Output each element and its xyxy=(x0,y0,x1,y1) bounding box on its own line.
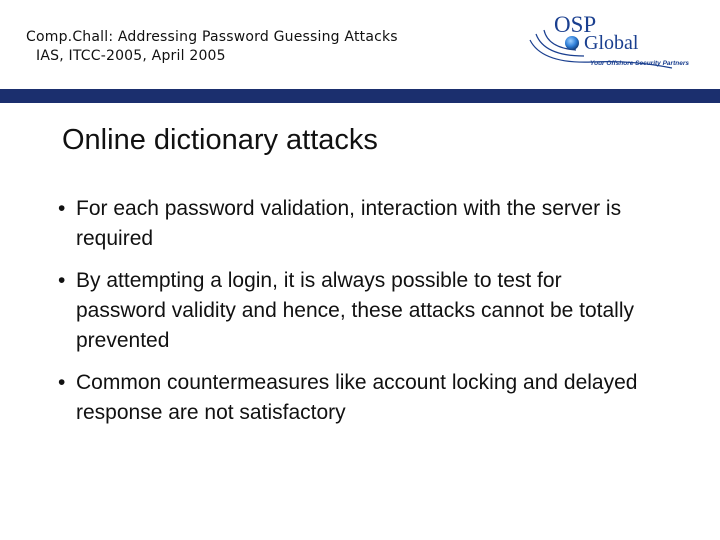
bullet-text: By attempting a login, it is always possible to test for password validity and hence, these attacks cannot be totally prevented xyxy=(76,269,634,352)
bullet-item xyxy=(58,266,638,356)
logo-tagline: Your Offshore Security Partners xyxy=(590,60,689,67)
bullet-marker: • xyxy=(58,269,66,292)
header-line-1: Comp.Chall: Addressing Password Guessing Attacks xyxy=(26,29,398,45)
bullet-item xyxy=(58,194,638,254)
bullet-list xyxy=(58,194,638,440)
bullet-marker: • xyxy=(58,371,66,394)
header-line-2: IAS, ITCC-2005, April 2005 xyxy=(36,48,226,64)
header-accent-bar xyxy=(0,89,720,103)
bullet-text: For each password validation, interaction with the server is required xyxy=(76,197,622,250)
presentation-header xyxy=(26,28,398,66)
bullet-item xyxy=(58,368,638,428)
bullet-text: Common countermeasures like account locking and delayed response are not satisfactory xyxy=(76,371,638,424)
osp-global-logo xyxy=(522,10,689,80)
logo-name-bottom: Global xyxy=(584,32,639,54)
bullet-marker: • xyxy=(58,197,66,220)
slide-title: Online dictionary attacks xyxy=(62,124,378,156)
logo-name-top: OSP xyxy=(554,12,597,37)
